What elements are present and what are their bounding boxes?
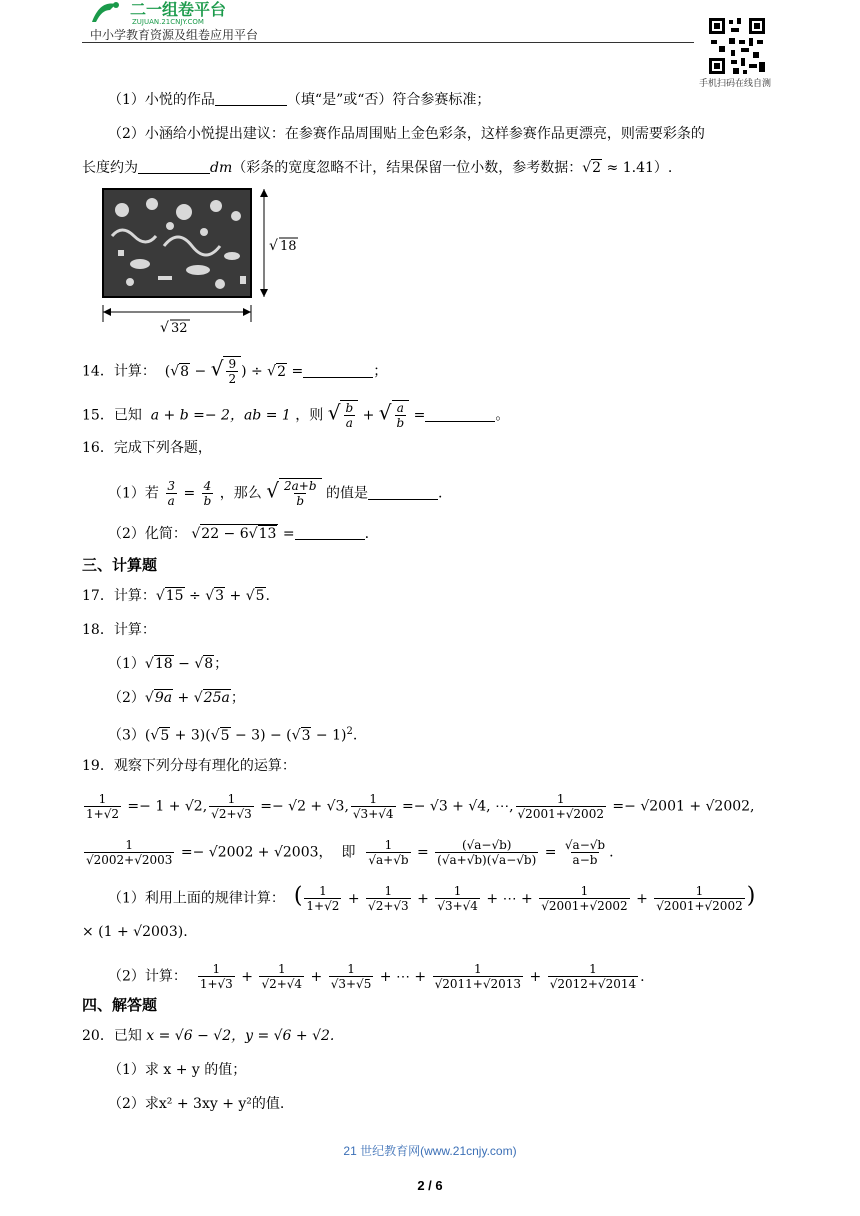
question-19-part1: （1）利用上面的规律计算： ( $\frac{1}{1+√2}$ + $\frac{1}{√2+√3}$ + $\frac{1}{√3+√4}$ + ⋯ + $\frac{1}{√2001+√2002}$ + $\frac{1}{√2001+√2002}$ ) [108, 883, 756, 913]
figure-width-label: 32 [171, 321, 188, 336]
question-18-part2: （2）√9a + √25a； [108, 690, 245, 706]
question-19-examples-line2: $\frac{1}{√2002+√2003}$ =− √2002 + √2003， 即 $\frac{1}{√a+√b}$ = $\frac{(√a-√b)}{(√a+√b)(√a-√b)}$ = $\frac{√a-√b}{a-b}$ . [86, 838, 614, 867]
fraction-term: $\frac{1}{√2001+√2002}$ [517, 792, 604, 821]
header-divider [82, 42, 694, 43]
q13-part1: （1）小悦的作品 （填“是”或“否）符合参赛标准； [108, 92, 491, 108]
question-19: 19．观察下列分母有理化的运算： [82, 758, 296, 774]
q13-part2-line2: 长度约为 dm（彩条的宽度忽略不计，结果保留一位小数，参考数据：√2 ≈ 1.41）. [82, 160, 673, 176]
fraction-term: $\frac{1}{√3+√4}$ [437, 884, 478, 913]
question-20: 20．已知 x = √6 − √2，y = √6 + √2. [82, 1028, 335, 1044]
question-16: 16．完成下列各题， [82, 440, 212, 456]
q13-part2-line1: （2）小涵给小悦提出建议：在参赛作品周围贴上金色彩条，这样参赛作品更漂亮，则需要彩条的 [108, 126, 705, 142]
question-19-part1-terms: $\frac{1}{1+√2}$ + $\frac{1}{√2+√3}$ + $\frac{1}{√3+√4}$ + ⋯ + $\frac{1}{√2001+√2002}$ + $\frac{1}{√2001+√2002}$ [306, 884, 743, 913]
svg-text:√: √ [160, 320, 169, 336]
question-19-part1-line2: × (1 + √2003). [82, 924, 188, 940]
question-19-examples-line1: $\frac{1}{1+√2}$ =− 1 + √2, $\frac{1}{√2+√3}$ =− √2 + √3, $\frac{1}{√3+√4}$ =− √3 + √4, ⋯, $\frac{1}{√2001+√2002}$ =− √2001 + √2002, [86, 792, 755, 821]
answer-blank[interactable] [303, 363, 373, 378]
fraction-term: $\frac{1}{√2001+√2002}$ [656, 884, 743, 913]
page-number: 2 / 6 [417, 1178, 443, 1193]
question-20-part1: （1）求 x + y 的值； [108, 1062, 247, 1078]
fraction-term: $\frac{1}{√3+√5}$ [330, 962, 372, 991]
svg-text:√: √ [269, 238, 278, 254]
question-18: 18．计算： [82, 622, 156, 638]
header-logo [88, 0, 268, 26]
fraction-term: $\frac{1}{1+√3}$ [199, 962, 233, 991]
qr-caption: 手机扫码在线自测 [699, 78, 772, 88]
section-title-3: 三、计算题 [82, 557, 158, 574]
answer-blank[interactable] [368, 485, 438, 500]
answer-blank[interactable] [425, 407, 495, 422]
fraction-term: $\frac{1}{√2+√3}$ [211, 792, 252, 821]
question-18-part1: （1）√18 − √8； [108, 656, 229, 672]
answer-blank[interactable] [295, 525, 365, 540]
answer-blank[interactable] [138, 159, 210, 174]
answer-blank[interactable] [215, 91, 287, 106]
question-17: 17．计算：√15 ÷ √3 + √5. [82, 588, 270, 604]
question-20-part2: （2）求x² + 3xy + y²的值. [108, 1096, 285, 1112]
logo-sub: ZUJUAN.21CNJY.COM [132, 18, 204, 26]
fraction-term: $\frac{1}{√2001+√2002}$ [541, 884, 628, 913]
question-18-part3: $(3)(√5 + 3)(√5 - 3) - (√3 - 1)^2$. [108, 726, 358, 744]
question-16-part2: （2）化简： √22 − 6√13 = . [108, 526, 370, 542]
qr-code-icon [707, 16, 767, 76]
fraction-term: $\frac{1}{√2011+√2013}$ [434, 962, 522, 991]
question-19-part2: （2）计算： $\frac{1}{1+√3}$ + $\frac{1}{√2+√4}$ + $\frac{1}{√3+√5}$ + ⋯ + $\frac{1}{√2011+√2013}$ + $\frac{1}{√2012+√2014}$ . [108, 962, 645, 991]
papercut-figure [100, 186, 300, 336]
fraction-term: $\frac{1}{1+√2}$ [306, 884, 340, 913]
question-14: 14．计算： (√8 − √ $\frac{9}{2}$ ) ÷ √2 = ； [82, 356, 388, 386]
fraction-term: $\frac{1}{√2+√3}$ [368, 884, 409, 913]
question-19-part2-terms: $\frac{1}{1+√3}$ + $\frac{1}{√2+√4}$ + $\frac{1}{√3+√5}$ + ⋯ + $\frac{1}{√2011+√2013}$ + $\frac{1}{√2012+√2014}$ . [199, 962, 645, 991]
header-subtitle: 中小学教育资源及组卷应用平台 [90, 28, 259, 42]
question-16-part1: （1）若 $\frac{3}{a}$ = $\frac{4}{b}$ ，那么 √ $\frac{2a+b}{b}$ 的值是 . [108, 478, 443, 508]
section-title-4: 四、解答题 [82, 997, 158, 1014]
footer-site[interactable]: 21 世纪教育网(www.21cnjy.com) [343, 1144, 517, 1158]
fraction-term: $\frac{1}{√2+√4}$ [261, 962, 303, 991]
fraction-term: $\frac{1}{√2012+√2014}$ [549, 962, 637, 991]
figure-height-label: 18 [280, 239, 297, 254]
fraction-term: $\frac{1}{1+√2}$ [86, 792, 119, 821]
question-15: 15．已知 a + b =− 2，ab = 1 ，则 √ $\frac{b}{a}$ + √ $\frac{a}{b}$ = 。 [82, 400, 510, 430]
logo-text: 二一组卷平台 [130, 0, 227, 19]
fraction-term: $\frac{1}{√3+√4}$ [352, 792, 394, 821]
